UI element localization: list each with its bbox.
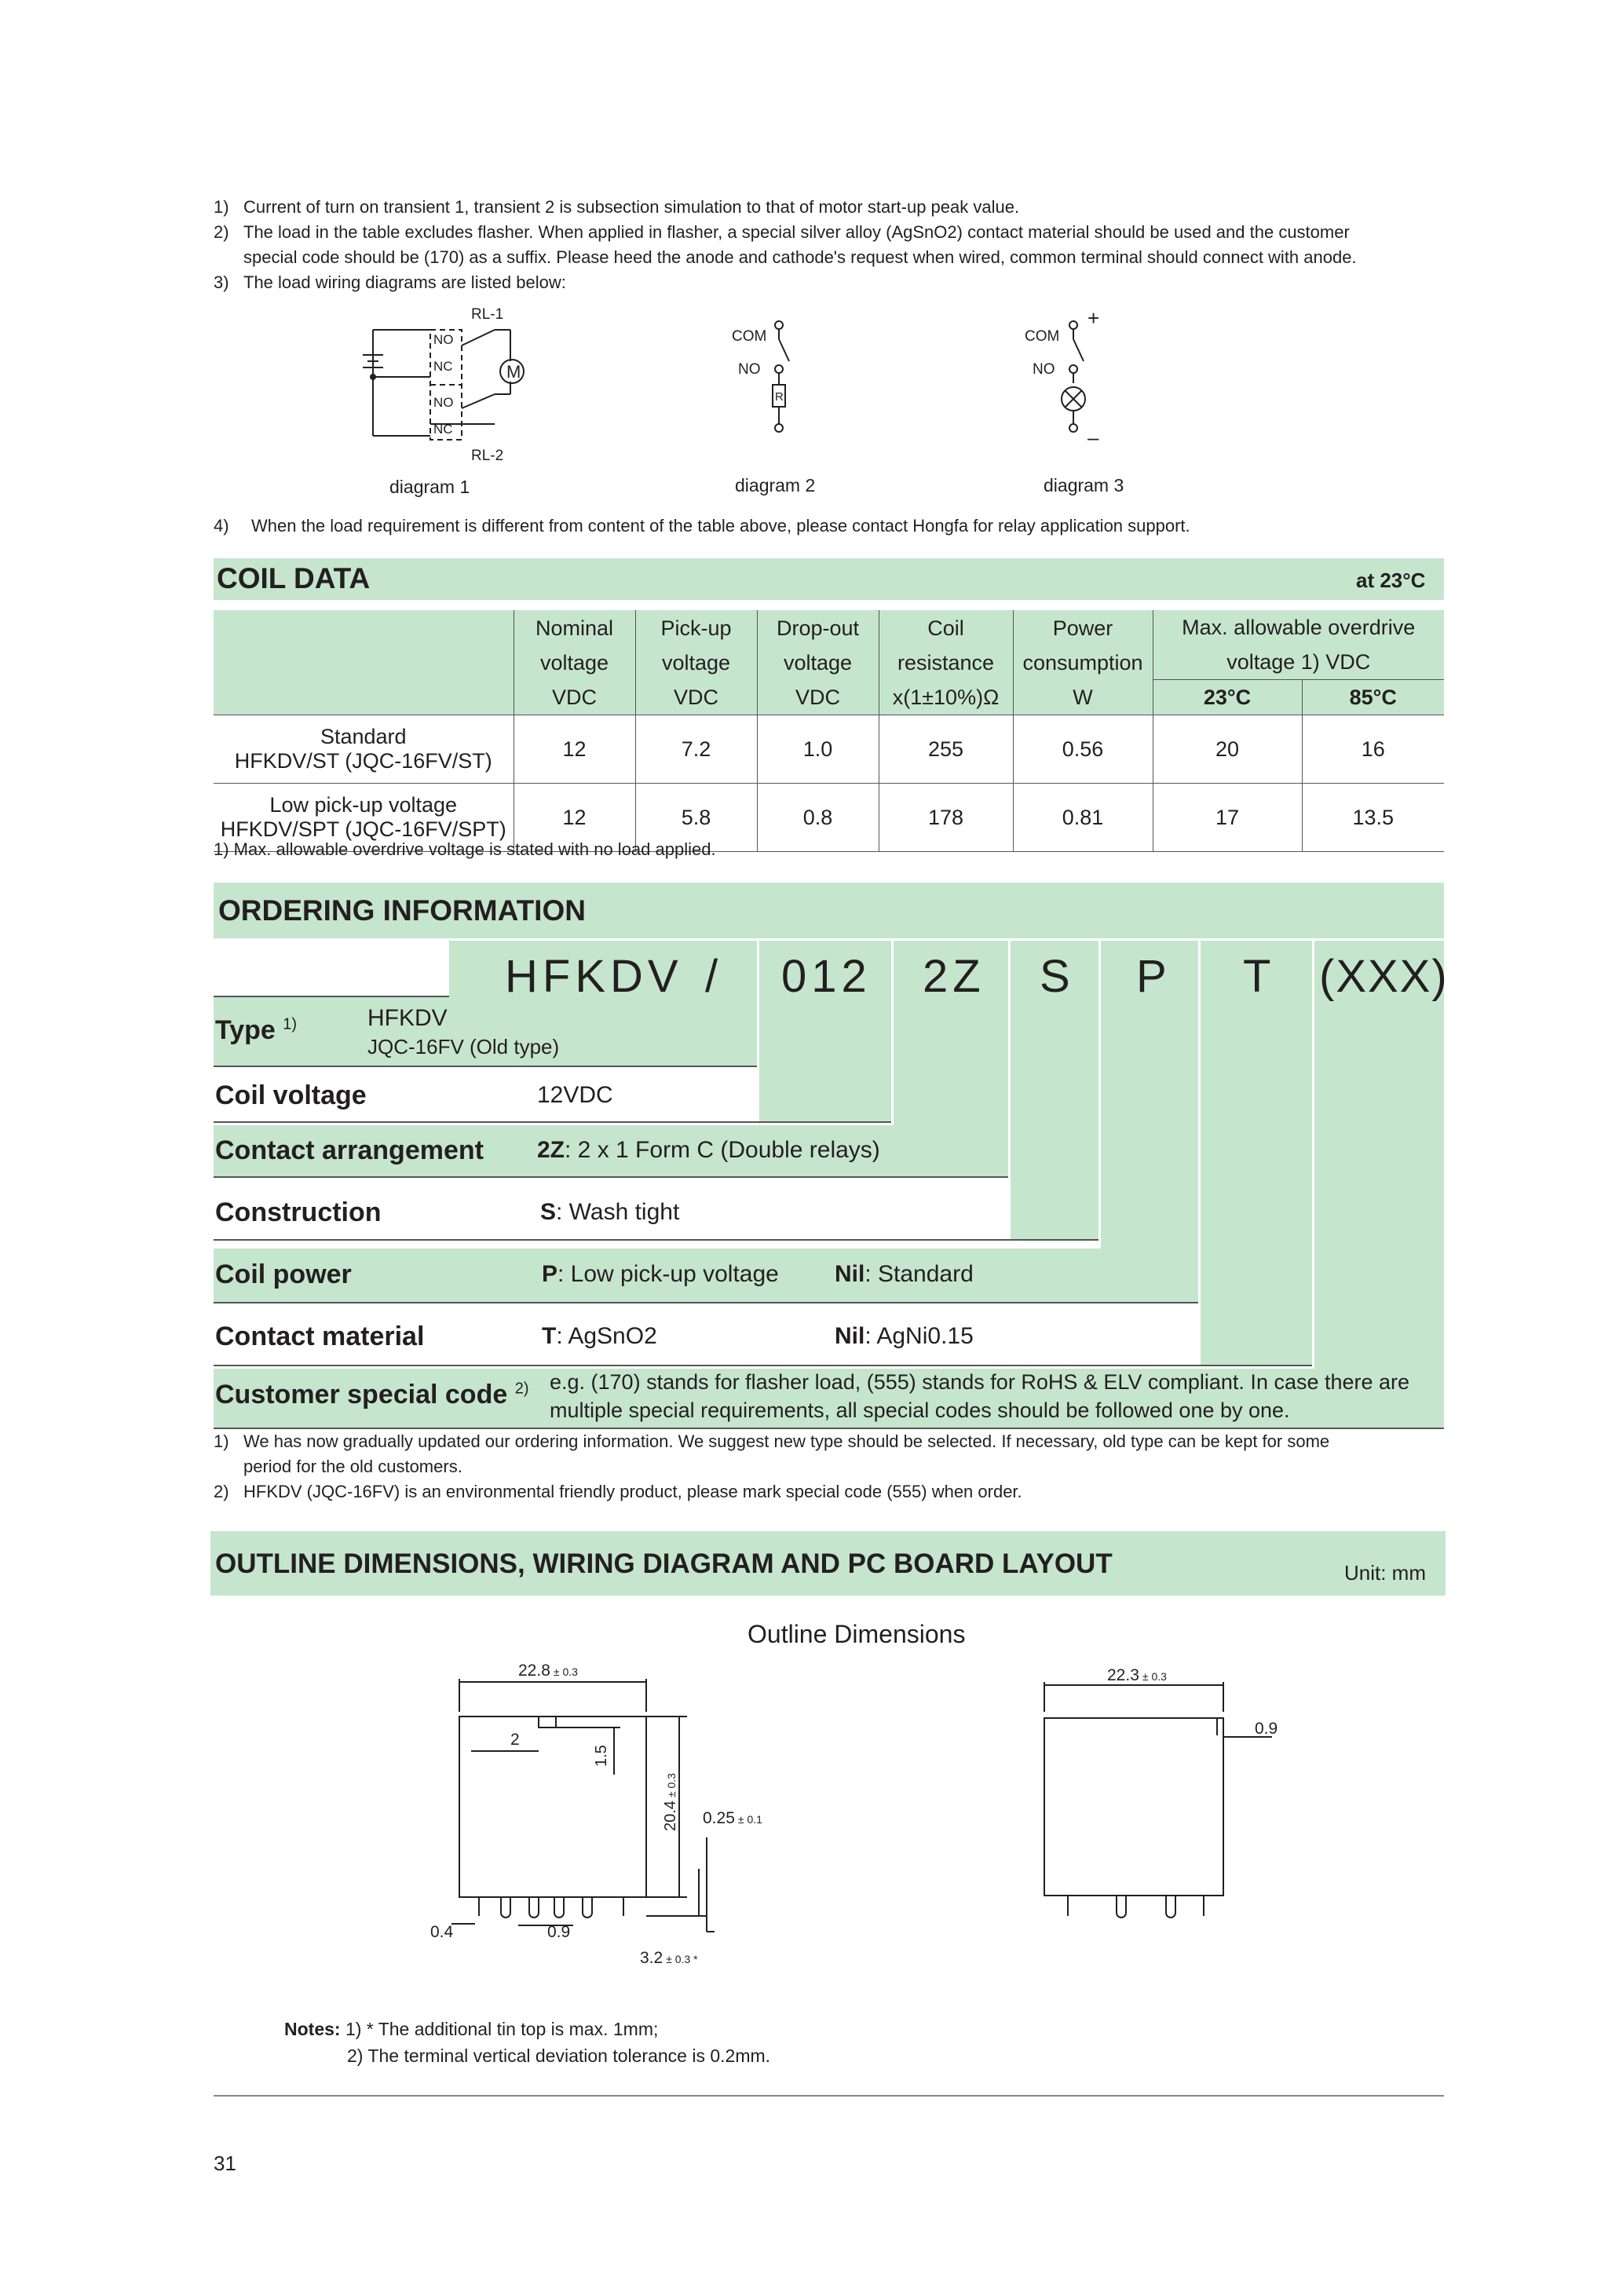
outline-note-1: Notes: 1) * The additional tin top is max. 1mm;: [284, 2019, 659, 2039]
contact-material-label: Contact material: [215, 1322, 425, 1351]
coil-cell: 12: [514, 715, 635, 784]
coil-data-band: [214, 558, 1444, 600]
coil-hdr-85c: 85°C: [1302, 680, 1444, 715]
coil-voltage-value: 12VDC: [537, 1082, 613, 1108]
motor-label: M: [506, 362, 521, 382]
type-label: Type $^{1)}$: [215, 1015, 298, 1045]
ordering-footnote-1-cont: period for the old customers.: [243, 1457, 462, 1476]
contact-material-nil: Nil: AgNi0.15: [835, 1323, 974, 1349]
order-line-material: [214, 1365, 1312, 1366]
coil-cell: 16: [1302, 715, 1444, 784]
contact-arrangement-value: 2Z: 2 x 1 Form C (Double relays): [537, 1137, 880, 1163]
coil-footnote: 1) Max. allowable overdrive voltage is stated with no load applied.: [214, 839, 716, 859]
coil-at-temp: at 23°C: [1356, 569, 1426, 592]
coil-data-table: [214, 610, 1444, 852]
d1-rl1: RL-1: [471, 306, 504, 323]
d1-no-2: NO: [433, 395, 454, 410]
ordering-title: ORDERING INFORMATION: [218, 894, 586, 927]
order-line-construction: [214, 1239, 1098, 1241]
coil-cell: 13.5: [1302, 784, 1444, 852]
coil-hdr-23c: 23°C: [1153, 680, 1302, 715]
coil-power-p: P: Low pick-up voltage: [542, 1261, 779, 1287]
dim-09-side: 0.9: [1255, 1720, 1278, 1738]
notes-top: [214, 195, 1470, 295]
dim-2: 2: [510, 1731, 520, 1749]
ordering-footnotes: [214, 1429, 1470, 1504]
outline-unit: Unit: mm: [1344, 1561, 1426, 1585]
note-4: 4) When the load requirement is different from content of the table above, please contact Hongfa for relay application support.: [214, 516, 1190, 536]
page-number: 31: [214, 2152, 236, 2175]
coil-cell: 0.56: [1013, 715, 1153, 784]
diagram-3: [1062, 321, 1085, 432]
d1-nc-1: NC: [433, 359, 453, 374]
d3-minus: –: [1087, 426, 1099, 449]
coil-cell: 17: [1153, 784, 1302, 852]
d2-no: NO: [738, 361, 761, 378]
dim-h: 20.4± 0.3: [662, 1773, 679, 1831]
coil-cell: 0.81: [1013, 784, 1153, 852]
coil-row-standard: [214, 715, 1444, 784]
d1-nc-2: NC: [433, 422, 453, 437]
diagram-1-caption: diagram 1: [389, 477, 470, 497]
dim-w1: 22.8 ± 0.3: [518, 1662, 578, 1680]
type-value-2: JQC-16FV (Old type): [367, 1035, 560, 1058]
order-line-power: [214, 1302, 1198, 1303]
code-construction: S: [1040, 951, 1075, 1002]
coil-cell: 0.8: [757, 784, 879, 852]
contact-material-t: T: AgSnO2: [542, 1323, 657, 1349]
coil-hdr-power: Power consumption W: [1013, 610, 1153, 715]
d1-rl2: RL-2: [471, 448, 504, 464]
coil-row-name: Standard HFKDV/ST (JQC-16FV/ST): [214, 715, 514, 784]
order-line-arrangement: [214, 1176, 1008, 1178]
coil-hdr-dropout: Drop-out voltage VDC: [757, 610, 879, 715]
d2-com: COM: [732, 328, 767, 345]
dim-32: 3.2 ± 0.3 *: [640, 1949, 698, 1967]
order-col-special: [1314, 941, 1444, 1428]
note-2: 2) The load in the table excludes flasher. When applied in flasher, a special silver alloy (AgSnO2) contact material should be used and the customer: [214, 222, 1350, 242]
contact-arrangement-label: Contact arrangement: [215, 1135, 484, 1165]
d2-r: R: [775, 390, 784, 404]
outline-subtitle: Outline Dimensions: [748, 1620, 966, 1648]
code-arrangement: 2Z: [923, 951, 985, 1002]
ordering-footnote-2: 2) HFKDV (JQC-16FV) is an environmental friendly product, please mark special code (555) when order.: [214, 1482, 1022, 1501]
coil-power-label: Coil power: [215, 1260, 352, 1289]
dim-025: 0.25 ± 0.1: [703, 1809, 762, 1827]
construction-value: S: Wash tight: [540, 1199, 680, 1225]
coil-row-name: Low pick-up voltage HFKDV/SPT (JQC-16FV/SPT): [214, 784, 514, 852]
coil-cell: 20: [1153, 715, 1302, 784]
footer-rule: [214, 2095, 1444, 2097]
coil-hdr-blank: [214, 610, 514, 715]
coil-voltage-label: Coil voltage: [215, 1080, 367, 1110]
dim-15: 1.5: [593, 1745, 610, 1767]
note-3: 3) The load wiring diagrams are listed below:: [214, 272, 566, 292]
coil-data-title: COIL DATA: [217, 562, 371, 594]
note-2-cont: special code should be (170) as a suffix. Please heed the anode and cathode's request when wired, common terminal should connect with anode.: [243, 247, 1357, 267]
code-material: T: [1243, 951, 1276, 1002]
diagram-3-caption: diagram 3: [1044, 475, 1124, 495]
note-1: 1) Current of turn on transient 1, transient 2 is subsection simulation to that of motor start-up peak value.: [214, 197, 1020, 217]
order-line-top: [214, 996, 449, 997]
order-col-material: [1201, 941, 1312, 1365]
d3-com: COM: [1025, 328, 1060, 345]
order-line-voltage: [214, 1121, 891, 1123]
coil-cell: 5.8: [635, 784, 757, 852]
coil-hdr-nominal: Nominal voltage VDC: [514, 610, 635, 715]
type-value-1: HFKDV: [367, 1005, 448, 1031]
code-slash: /: [705, 951, 723, 1002]
coil-cell: 1.0: [757, 715, 879, 784]
d3-plus: +: [1087, 306, 1100, 330]
coil-hdr-pickup: Pick-up voltage VDC: [635, 610, 757, 715]
construction-label: Construction: [215, 1197, 382, 1227]
d1-no-1: NO: [433, 332, 454, 347]
load-wiring-diagrams: [345, 306, 1209, 503]
order-line-type: [214, 1066, 757, 1067]
outline-drawing: [393, 1649, 1335, 1979]
ordering-footnote-1: 1) We has now gradually updated our ordering information. We suggest new type should be selected. If necessary, old type can be kept for some: [214, 1431, 1330, 1451]
outline-note-2: 2) The terminal vertical deviation tolerance is 0.2mm.: [347, 2046, 771, 2066]
code-special: (XXX): [1319, 951, 1449, 1002]
diagram-2-caption: diagram 2: [735, 475, 816, 495]
d3-no: NO: [1033, 361, 1055, 378]
outline-title: OUTLINE DIMENSIONS, WIRING DIAGRAM AND PC BOARD LAYOUT: [215, 1548, 1113, 1579]
customer-code-label: Customer special code $^{2)}$: [215, 1380, 529, 1409]
coil-cell: 178: [879, 784, 1013, 852]
side-view: [1044, 1682, 1272, 1918]
code-type: HFKDV: [505, 951, 683, 1002]
coil-cell: 12: [514, 784, 635, 852]
diagram-2: [773, 321, 789, 432]
coil-hdr-resistance: Coil resistance x(1±10%)Ω: [879, 610, 1013, 715]
code-power: P: [1136, 951, 1172, 1002]
coil-cell: 255: [879, 715, 1013, 784]
dim-w2: 22.3 ± 0.3: [1107, 1666, 1167, 1684]
dim-04: 0.4: [430, 1923, 454, 1941]
code-voltage: 012: [781, 951, 872, 1002]
customer-code-value: e.g. (170) stands for flasher load, (555) stands for RoHS & ELV compliant. In case there are multiple special requirements, all special codes should be followed one by one.: [550, 1370, 1410, 1422]
outline-notes: [284, 2016, 770, 2069]
coil-power-nil: Nil: Standard: [835, 1261, 974, 1287]
coil-hdr-max: Max. allowable overdrive voltage 1) VDC: [1153, 610, 1444, 680]
coil-cell: 7.2: [635, 715, 757, 784]
dim-09: 0.9: [547, 1923, 571, 1941]
junction-dot: [370, 374, 376, 380]
